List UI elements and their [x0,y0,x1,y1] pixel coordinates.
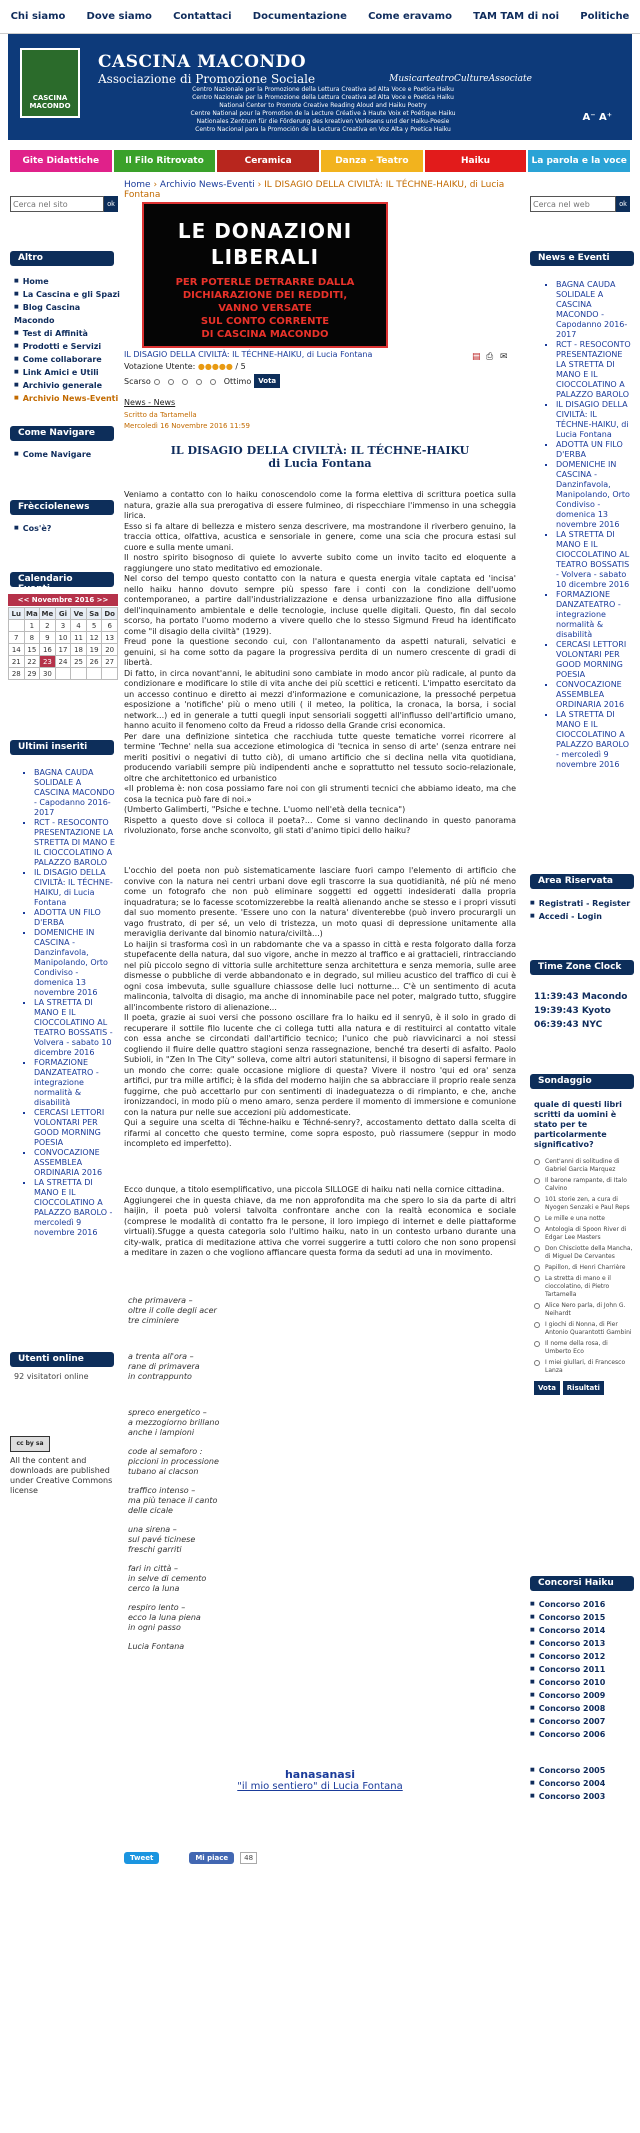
news-item[interactable]: ▪ RCT - RESOCONTO PRESENTAZIONE LA STRETTA DI MANO E IL CIOCCOLATINO A PALAZZO BAROLO [556,340,634,400]
cal-day[interactable]: 16 [40,644,56,656]
haiku: a trenta all'ora – rane di primavera in contrappunto [128,1352,200,1381]
web-search-input[interactable] [530,196,616,212]
reserved-menu [530,897,634,923]
breadcrumb: Home › Archivio News-Eventi › IL DISAGIO DELLA CIVILTÀ: IL TÉCHNE-HAIKU, di Lucia Fontana [124,180,505,200]
poll-option[interactable]: Le mille e una notte [534,1215,634,1223]
like-button[interactable]: Mi piace [189,1852,234,1864]
vote-radio[interactable] [182,378,193,385]
poll-option[interactable]: Il nome della rosa, di Umberto Eco [534,1340,634,1356]
donations-banner[interactable] [142,202,388,348]
cal-day[interactable]: 12 [86,632,102,644]
news-item[interactable]: ▪ LA STRETTA DI MANO E IL CIOCCOLATINO A PALAZZO BAROLO - mercoledì 9 novembre 2016 [556,710,634,770]
star-rating-icon: ●●●●● [197,362,233,371]
haiku: che primavera – oltre il colle degli acer tre ciminiere [128,1296,217,1325]
concorso-link[interactable]: ■ Concorso 2010 [530,1676,634,1689]
cal-day [86,668,102,680]
vote-radio[interactable] [168,378,179,385]
banner-red-line: DICHIARAZIONE DEI REDDITI, [182,290,348,301]
timezone-clock [534,990,634,1032]
article-date: Mercoledì 16 Novembre 2016 11:59 [124,422,250,430]
concorsi-list-older [530,1764,634,1803]
concorso-link[interactable]: ■ Concorso 2006 [530,1728,634,1741]
article-paragraph: Ecco dunque, a titolo esemplificativo, una piccola SILLOGE di haiku nati nella cornice cittadina. Aggiungerei che in questa chiave, da me non approfondita ma che spero lo sia da parte di altri haijin, il poeta può volersi talvolta confrontare anche con la realtà economica e sociale (comprese le modalità di contatto fra le persone, il loro impiego di internet e delle piattaforme virtuali).Sfugge a questa categoria solo l'ultimo haiku, nato in un contesto urbano durante una city-walk, pratica di meditazione attiva che vorrei suggerire a tutti coloro che non sono propensi a meditare in zazen o che vogliono affiancare questa forma da seduti ad una in movimento. [124,1185,516,1257]
category-ceramica[interactable]: Ceramica [217,150,319,172]
category-parola[interactable]: La parola e la voce [528,150,630,172]
frecce-heading: Frècciolenews [10,500,114,515]
article-heading-main: IL DISAGIO DELLA CIVILTÀ: IL TÉCHNE-HAIKU [170,444,470,457]
haiku: spreco energetico – a mezzogiorno brillano anche i lampioni [128,1408,220,1437]
news-item[interactable]: ▪ IL DISAGIO DELLA CIVILTÀ: IL TÉCHNE-HAIKU, di Lucia Fontana [556,400,634,440]
menu-item[interactable]: ■ Cos'è? [14,522,120,535]
cc-notice: All the content and downloads are published under Creative Commons license [10,1456,113,1495]
reserved-heading: Area Riservata [530,874,634,889]
category-bar [10,150,630,172]
article-meta [124,350,516,430]
news-item[interactable]: ▪ ADOTTA UN FILO D'ERBA [556,440,634,460]
banner-red-line: VANNO VERSATE [218,303,312,314]
menu-item-active[interactable]: ■ Archivio News-Eventi [14,392,120,405]
concorso-link[interactable]: ■ Concorso 2004 [530,1777,634,1790]
topnav-dove-siamo[interactable]: Dove siamo [86,11,152,22]
concorso-link[interactable]: ■ Concorso 2005 [530,1764,634,1777]
calendar-month[interactable]: << Novembre 2016 >> [8,594,118,606]
concorso-link[interactable]: ■ Concorso 2014 [530,1624,634,1637]
cal-day[interactable]: 24 [55,656,71,668]
inserted-list [34,768,116,1238]
crumb-home[interactable]: Home [124,180,151,190]
cal-day[interactable]: 27 [102,656,118,668]
haiku-signature: Lucia Fontana [128,1642,185,1651]
cal-day[interactable]: 21 [9,656,25,668]
cal-day[interactable]: 6 [102,620,118,632]
cal-day[interactable]: 17 [55,644,71,656]
votes-value: / 5 [235,362,246,371]
topnav-documentazione[interactable]: Documentazione [252,11,347,22]
cal-dayname: Me [41,609,54,618]
site-search-button[interactable]: ok [104,196,118,212]
cal-day [55,668,71,680]
category-gite[interactable]: Gite Didattiche [10,150,112,172]
news-item[interactable]: ▪ CONVOCAZIONE ASSEMBLEA ORDINARIA 2016 [556,680,634,710]
concorsi-list [530,1598,634,1741]
menu-item[interactable]: ■ La Cascina e gli Spazi [14,288,120,301]
banner-line2: LIBERALI [210,245,320,269]
cal-day[interactable]: 1 [24,620,40,632]
poll-option[interactable]: Papillon, di Henri Charrière [534,1264,634,1272]
center-line: Centre National pour la Promotion de la Lecture Créative à Haute Voix et Poétique Haiku [190,110,456,117]
cal-day[interactable]: 2 [40,620,56,632]
site-subtitle: Associazione di Promozione Sociale [98,72,316,86]
concorso-link[interactable]: ■ Concorso 2007 [530,1715,634,1728]
cal-day[interactable]: 22 [24,656,40,668]
haiku: code al semaforo : piccioni in processione tubano ai clacson [128,1447,219,1476]
crumb-archive[interactable]: Archivio News-Eventi [159,180,255,190]
logo-text: CASCINA MACONDO [29,94,71,110]
menu-item[interactable]: ■ Link Amici e Utili [14,366,120,379]
cal-day[interactable]: 30 [40,668,56,680]
altro-heading: Altro [10,251,114,266]
menu-item[interactable]: ■ Home [14,275,120,288]
haiku: respiro lento – ecco la luna piena in ogni passo [128,1603,201,1632]
concorso-link[interactable]: ■ Concorso 2011 [530,1663,634,1676]
poll-vote-button[interactable]: Vota [534,1381,560,1395]
calendar-heading: Calendario Eventi [10,572,114,587]
topnav-contattaci[interactable]: Contattaci [173,11,232,22]
pdf-icon[interactable]: ▤ [472,352,481,362]
header-centers [113,86,533,134]
haiku: traffico intenso – ma più tenace il canto delle cicale [128,1486,218,1515]
news-item[interactable]: ▪ CERCASI LETTORI VOLONTARI PER GOOD MORNING POESIA [556,640,634,680]
news-item[interactable]: ▪ FORMAZIONE DANZATEATRO - integrazione normalità & disabilità [556,590,634,640]
cal-day[interactable]: 15 [24,644,40,656]
email-icon[interactable]: ✉ [500,352,508,362]
cal-dayname: Ve [71,608,87,620]
cal-dayname: Do [102,608,118,620]
ottimo-label: Ottimo [223,376,252,386]
cal-day[interactable]: 20 [102,644,118,656]
top-navigation [0,0,640,34]
topnav-politiche[interactable]: Politiche [580,11,630,22]
clock-nyc: 06:39:43 NYC [534,1020,603,1030]
navigare-menu [14,448,120,461]
poll-option[interactable]: I miei giullari, di Francesco Lanza [534,1359,634,1375]
poll-option[interactable]: Don Chisciotte della Mancha, di Miguel De Cervantes [534,1245,634,1261]
banner-line1: LE DONAZIONI [177,219,353,243]
cal-dayname: Gi [55,608,71,620]
inserted-item[interactable]: ▪ ADOTTA UN FILO D'ERBA [34,908,116,928]
cal-day[interactable]: 3 [55,620,71,632]
cal-day[interactable]: 9 [40,632,56,644]
users-count: 92 visitatori online [14,1372,89,1381]
poll-option[interactable]: Alice Nero parla, di John G. Neihardt [534,1302,634,1318]
footer-title: hanasanasi [284,1768,356,1781]
center-line: Centro Nazionale per la Promozione della Lettura Creativa ad Alta Voce e Poetica Haiku [192,86,454,93]
cal-day[interactable]: 26 [86,656,102,668]
article-tags[interactable]: News - News [124,398,176,407]
site-search-input[interactable] [10,196,104,212]
inserted-item[interactable]: ▪ CONVOCAZIONE ASSEMBLEA ORDINARIA 2016 [34,1148,116,1178]
concorso-link[interactable]: ■ Concorso 2008 [530,1702,634,1715]
concorsi-heading: Concorsi Haiku [530,1576,634,1591]
center-line: National Center to Promote Creative Reading Aloud and Haiku Poetry [219,102,427,109]
cal-day[interactable]: 7 [9,632,25,644]
cal-dayname: Sa [86,608,102,620]
news-item[interactable]: ▪ BAGNA CAUDA SOLIDALE A CASCINA MACONDO - Capodanno 2016-2017 [556,280,634,340]
cal-day [102,668,118,680]
center-line: Centro Nacional para la Promoción de la Lectura Creativa en Voz Alta y Poetica Haiku [195,126,451,133]
inserted-item[interactable]: ▪ LA STRETTA DI MANO E IL CIOCCOLATINO A PALAZZO BAROLO - mercoledì 9 novembre 2016 [34,1178,116,1238]
vote-radio[interactable] [210,378,221,385]
cal-day[interactable]: 28 [9,668,25,680]
concorso-link[interactable]: ■ Concorso 2009 [530,1689,634,1702]
calendar-grid [8,607,118,680]
cal-day [71,668,87,680]
haiku-collection [128,1296,328,1661]
cal-day[interactable]: 8 [24,632,40,644]
concorso-link[interactable]: ■ Concorso 2013 [530,1637,634,1650]
poll-heading: Sondaggio [530,1074,634,1089]
poll-option[interactable]: Cent'anni di solitudine di Gabriel Garcia Marquez [534,1158,634,1174]
vote-radio[interactable] [196,378,207,385]
center-line: Centro Nazionale per la Promozione della Lettura Creativa ad Alta Voce e Poetica Haiku [192,94,454,101]
poll-options [534,1158,634,1395]
category-filo[interactable]: Il Filo Ritrovato [114,150,216,172]
users-heading: Utenti online [10,1352,114,1367]
tweet-button[interactable]: Tweet [124,1852,159,1864]
menu-item[interactable]: ■ Come collaborare [14,353,120,366]
cal-day[interactable]: 4 [71,620,87,632]
inserted-heading: Ultimi inseriti [10,740,114,755]
menu-item[interactable]: ■ Prodotti e Servizi [14,340,120,353]
article-footer [124,1768,516,1792]
navigare-heading: Come Navigare [10,426,114,441]
cal-day[interactable]: 19 [86,644,102,656]
cal-day[interactable]: 14 [9,644,25,656]
topnav-come-eravamo[interactable]: Come eravamo [368,11,452,22]
cal-day[interactable]: 25 [71,656,87,668]
cal-dayname: Ma [25,609,38,618]
poll-option[interactable]: Il barone rampante, di Italo Calvino [534,1177,634,1193]
cal-dayname: Lu [9,608,25,620]
poll-question: quale di questi libri scritti da uomini è stato per te particolarmente significativo? [534,1100,622,1149]
concorso-link[interactable]: ■ Concorso 2003 [530,1790,634,1803]
cal-day[interactable]: 10 [55,632,71,644]
font-size-controls[interactable]: A⁻ A⁺ [582,112,612,123]
register-link[interactable]: ■ Registrati - Register [530,897,634,910]
category-danza[interactable]: Danza - Teatro [321,150,423,172]
haiku: fari in città – in selve di cemento cerco la luna [128,1564,207,1593]
frecce-menu [14,522,120,535]
site-header [8,34,632,140]
inserted-item[interactable]: ▪ BAGNA CAUDA SOLIDALE A CASCINA MACONDO - Capodanno 2016-2017 [34,768,116,818]
haiku: una sirena – sul pavé ticinese freschi garriti [128,1525,196,1554]
inserted-item[interactable]: ▪ FORMAZIONE DANZATEATRO - integrazione normalità & disabilità [34,1058,116,1108]
banner-red-line: DI CASCINA MACONDO [201,329,329,340]
inserted-item[interactable]: ▪ RCT - RESOCONTO PRESENTAZIONE LA STRETTA DI MANO E IL CIOCCOLATINO A PALAZZO BAROLO [34,818,116,868]
menu-item[interactable]: ■ Archivio generale [14,379,120,392]
cal-day[interactable]: 5 [86,620,102,632]
cal-day [9,620,25,632]
cc-badge[interactable]: cc by sa [10,1436,50,1452]
print-icon[interactable]: ⎙ [486,352,494,362]
site-music-tagline: MusicarteatroCultureAssociate [389,74,532,84]
banner-red-line: SUL CONTO CORRENTE [200,316,330,327]
web-search-button[interactable]: ok [616,196,630,212]
poll-option[interactable]: La stretta di mano e il cioccolatino, di Pietro Tartamella [534,1275,634,1299]
vote-button[interactable]: Vota [254,374,280,388]
inserted-item[interactable]: ▪ LA STRETTA DI MANO E IL CIOCCOLATINO AL TEATRO BOSSATIS - Volvera - sabato 10 dicembre 2016 [34,998,116,1058]
footer-link[interactable]: "il mio sentiero" di Lucia Fontana [237,1781,403,1792]
cal-day-today[interactable]: 23 [40,656,56,668]
poll-option[interactable]: Antologia di Spoon River di Edgar Lee Masters [534,1226,634,1242]
menu-item[interactable]: ■ Blog Cascina Macondo [14,301,120,327]
social-buttons [124,1852,257,1864]
concorso-link[interactable]: ■ Concorso 2012 [530,1650,634,1663]
cal-day[interactable]: 29 [24,668,40,680]
votes-label: Votazione Utente: [124,362,196,371]
inserted-item[interactable]: ▪ DOMENICHE IN CASCINA - Danzinfavola, Manipolando, Orto Condiviso - domenica 13 novembre 2016 [34,928,116,998]
login-link[interactable]: ■ Accedi - Login [530,910,634,923]
news-heading: News e Eventi [530,251,634,266]
topnav-tam-tam[interactable]: TAM TAM di noi [473,11,560,22]
article-heading [124,444,516,470]
news-item[interactable]: ▪ DOMENICHE IN CASCINA - Danzinfavola, Manipolando, Orto Condiviso - domenica 13 novembre 2016 [556,460,634,530]
cal-day[interactable]: 18 [71,644,87,656]
cascina-logo[interactable] [20,48,80,118]
poll-results-button[interactable]: Risultati [563,1381,604,1395]
concorso-link[interactable]: ■ Concorso 2015 [530,1611,634,1624]
cal-day[interactable]: 13 [102,632,118,644]
timezone-heading: Time Zone Clock [530,960,634,975]
topnav-chi-siamo[interactable]: Chi siamo [10,11,66,22]
category-haiku[interactable]: Haiku [425,150,527,172]
article-heading-author: di Lucia Fontana [268,457,372,470]
clock-macondo: 11:39:43 Macondo [534,992,628,1002]
clock-kyoto: 19:39:43 Kyoto [534,1006,611,1016]
altro-menu [14,275,120,405]
article-title-link[interactable]: IL DISAGIO DELLA CIVILTÀ: IL TÉCHNE-HAIKU, di Lucia Fontana [124,350,373,359]
scarso-label: Scarso [124,376,151,386]
news-list [556,280,634,770]
like-count: 48 [240,1852,257,1864]
article-paragraph: L'occhio del poeta non può sistematicamente lasciare fuori campo l'elemento di artificio che convive con la natura nei centri urbani dove egli trascorre la sua quotidianità, né più né meno come un fotografo che non può eliminare soggetti ed oggetti indesiderati dalla propria inquadratura; se lo facesse scotomizzerebbe la realtà alienando anche se stesso e i propri vissuti dal suo momento presente. 'Essere uno con la natura' diventerebbe (può invero procurargli un vago frustrato, di per sé, un velo di tristezza, un moto quasi di depressione unitamente alla meraviglia derivante dal binomio natura/civiltà...) Lo haijin si trasforma così in un rabdomante che va a spasso in città e resta folgorato dalla forza stupefacente della natura, dal suo vigore, anche in mezzo al traffico e ai grattacieli, rintracciando nel più piccolo segno di vittoria sulle architetture senza architettura e senza memoria, sulle aree dismesse o pubbliche di verde abbandonato e in degrado, sul milieu acustico del traffico di cui è ogni cosa imbevuta, sulle sguallure chiassose delle luci notturne... C'è un sentimento di acuta malinconia, talvolta di disagio, ma anche di innominabile pace nel poter, malgrado tutto, sfuggire all'incombente ristoro di alienazione... Il poeta, grazie ai suoi versi che possono oscillare fra lo haiku ed il senryū, è il solo in grado di recuperare il sottile filo lucente che ci collega tutti alla natura e di restituirci al contatto vitale con essa anche se circondati dall'artificio tecnico; l'unico che può riavvicinarci a noi stessi cogliendo il fluire delle quattro stagioni senza rassegnazione, benché tra deserti di asfalto. Paolo Subioli, in "Zen In The City" solleva, come altri autori statunitensi, il bisogno di sapersi fermare in un mondo che corre: quale occasione migliore di questa? Vivere il nostro 'qui ed ora' senza artifici, pur tra mille artifici; è la sfida del moderno haijin che sa abbracciare il proprio reale senza fuggirne, che può accettarlo pur con sentimenti di inadeguatezza o di rimpianto, e che, anche ironizzandoci, in modo più o meno amaro, senza perdere il momento di immersione e comunione con la natura pur nelle sue accezioni più addomesticate. Qui a seguire una scelta di Téchne-haiku e Téchné-senry?, accostamento dettato dalla scelta di rifarmi al concetto che questo termine, come sopra esposto, può riassumere (seppur in modo incompleto ed imperfetto). [124,866,516,1148]
cal-day[interactable]: 11 [71,632,87,644]
menu-item[interactable]: ■ Come Navigare [14,448,120,461]
concorso-link[interactable]: ■ Concorso 2016 [530,1598,634,1611]
menu-item[interactable]: ■ Test di Affinità [14,327,120,340]
article-paragraph: Veniamo a contatto con lo haiku conoscendolo come la forma elettiva di scrittura poetica sulla natura, grazie alla sua prerogativa di essere fulmineo, di rispecchiare l'immenso in una scheggia lirica. Esso si fa altare di bellezza e mistero senza descrivere, ma mostrandone il riverbero genuino, la traccia ottica, olfattiva, acustica e sensoriale in genere, come una scia che procura estasi sul cuore e sulla mente umani. Il nostro spirito bisognoso di quiete lo avverte subito come un invito tacito ed eloquente a raggiungere uno stato meditativo ed emozionale. Nel corso del tempo questo contatto con la natura e questa energia vitale captata ed 'incisa' nello haiku hanno dovuto sempre più spesso fare i conti con la condizione dell'uomo contemporaneo, a partire dall'industrializzazione e densa urbanizzazione fino alla diffusione dell'inquinamento ambientale e delle tecnologie, incluse quelle digitali. Questo, fin dal secolo scorso, ha portato l'uomo moderno a vivere quello che lo stesso Sigmund Freud ha identificato come "il disagio della civiltà" (1929). Freud pone la questione secondo cui, con l'allontanamento da aspetti naturali, selvatici e genuini, si ha come sotto da pagare la progressiva perdita di un numero crescente di gradi di libertà. Di fatto, in circa novant'anni, le abitudini sono cambiate in modo ancor più radicale, al punto da condizionare e modificare lo stile di vita anche dei più scettici e reticenti. L'impatto esercitato da un accesso continuo e diretto ai mezzi d'informazione e comunicazione, la pressoché perpetua esposizione a 'notifiche' più o meno utili ( il meteo, la politica, la cronaca, la borsa, i social network...) ed in generale a tutti quegli input sensoriali soggetti all'influsso dell'artificio umano, hanno acuito il fenomeno colto da Freud a ridosso della Grande crisi economica. Per dare una definizione sintetica che racchiuda tutte queste tematiche vorrei ricorrere al termine 'Techne' nella sua accezione etimologica di 'tecnica in senso di arte' (senza entrare nei meriti positivi o negativi di tutto ciò), di umano artificio che si declina nella vita quotidiana, producendo variabili sempre più indipendenti anche e soprattutto nel tessuto socio-relazionale, oltre che architettonico ed urbanistico «Il problema è: non cosa possiamo fare noi con gli strumenti tecnici che abbiamo ideato, ma che cosa la tecnica può fare di noi.» (Umberto Galimberti, "Psiche e techne. L'uomo nell'età della tecnica") Rispetto a questo dove si colloca il poeta?... Come si vanno declinando in questo panorama rivoluzionato, forse anche sconvolto, gli stati d'animo tipici dello haiku? [124,490,516,835]
article-author: Scritto da Tartamella [124,411,197,419]
site-search [10,196,120,214]
crumb-current: IL DISAGIO DELLA CIVILTÀ: IL TÉCHNE-HAIKU, di Lucia Fontana [124,180,505,200]
poll-option[interactable]: 101 storie zen, a cura di Nyogen Senzaki e Paul Reps [534,1196,634,1212]
inserted-item[interactable]: ▪ CERCASI LETTORI VOLONTARI PER GOOD MORNING POESIA [34,1108,116,1148]
center-line: Nationales Zentrum für die Förderung des kreativen Vorlesens und der Haiku-Poesie [196,118,450,125]
web-search [530,196,630,214]
vote-radio[interactable] [154,378,165,385]
news-item[interactable]: ▪ LA STRETTA DI MANO E IL CIOCCOLATINO AL TEATRO BOSSATIS - Volvera - sabato 10 dicembre 2016 [556,530,634,590]
site-title: CASCINA MACONDO [98,52,307,72]
inserted-item[interactable]: ▪ IL DISAGIO DELLA CIVILTÀ: IL TÉCHNE-HAIKU, di Lucia Fontana [34,868,116,908]
banner-red-line: PER POTERLE DETRARRE DALLA [175,277,355,288]
poll-option[interactable]: I giochi di Nonna, di Pier Antonio Quarantotti Gambini [534,1321,634,1337]
